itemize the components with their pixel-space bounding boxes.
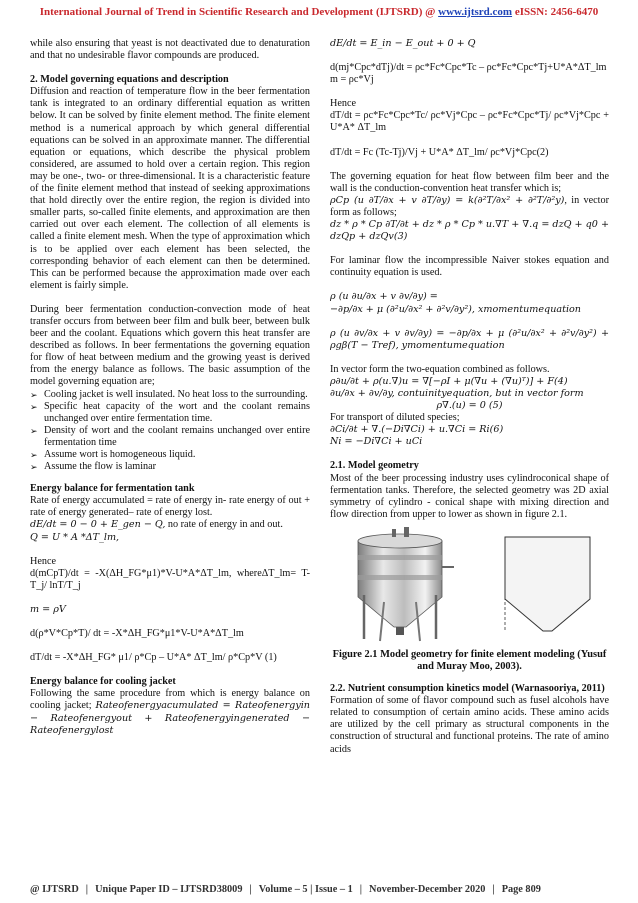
energy-equation-1: [30, 519, 310, 531]
equation-mass: m = ρV: [30, 603, 66, 615]
equation-jacket-dtdt: dT/dt = ρc*Fc*Cpc*Tc/ ρc*Vj*Cpc – ρc*Fc*Cpc*Tj/ ρc*Vj*Cpc + U*A* ΔT_lm: [330, 110, 609, 134]
assumption-item: ➢ Cooling jacket is well insulated. No heat loss to the surrounding.: [30, 389, 310, 401]
section-2-1-paragraph: Most of the beer processing industry uses cylindroconical shape of fermentation tanks. Therefore, the selected geometry was 2D axial symmetry of cylindro - conical shape with mixing direction and flow direction from upper to lower as shown in figure 2.1.: [330, 472, 609, 520]
footer-volume: Volume – 5 | Issue – 1: [258, 884, 353, 895]
laminar-flow-paragraph: For laminar flow the incompressible Naiver stokes equation and continuity equation is used.: [330, 255, 609, 279]
heat-equation-body: ρCp (u ∂T/∂x + v ∂T/∂y) = k(∂²T/∂x² + ∂²T/∂²y): [330, 194, 565, 206]
equation-dmcpt: d(mCpT)/dt = -X(ΔH_FG*μ1)*V-U*A*ΔT_lm, whereΔT_lm= T-T_j/ lnT/T_j: [30, 567, 310, 591]
assumption-list: [30, 389, 310, 474]
left-column: [30, 38, 310, 737]
navier-stokes-y: ρ (u ∂v/∂x + v ∂v/∂y) = −∂p/∂x + μ (∂²u/∂x² + ∂²v/∂y²) + ρgβ(T − Tref), ymomentumequation: [330, 327, 609, 351]
assumption-item: ➢ Specific heat capacity of the wort and the coolant remains unchanged over entire fermentation time.: [30, 401, 310, 425]
page-footer: @ IJTSRD | Unique Paper ID – IJTSRD38009 | Volume – 5 | Issue – 1 | November-December 2020 | Page 809: [30, 884, 541, 895]
vector-form-paragraph: In vector form the two-equation combined as follows.: [330, 363, 550, 375]
section-2-2-heading: 2.2. Nutrient consumption kinetics model (Warnasooriya, 2011): [330, 683, 605, 695]
footer-page-number: Page 809: [501, 884, 541, 895]
assumption-item: ➢ Assume wort is homogeneous liquid.: [30, 449, 310, 461]
figure-caption: Figure 2.1 Model geometry for finite element modeling (Yusuf and Muray Moo, 2003).: [332, 648, 607, 672]
energy-equation-1-lhs: dE/dt: [30, 519, 57, 531]
energy-balance-tank-heading: Energy balance for fermentation tank: [30, 483, 195, 495]
equation-5: ρ∇.(u) = 0 (5): [436, 400, 503, 412]
energy-equation-1-rhs: = 0 − 0 + E_gen − Q,: [56, 519, 166, 531]
assumption-item: ➢ Assume the flow is laminar: [30, 461, 310, 473]
energy-balance-jacket-heading: Energy balance for cooling jacket: [30, 676, 176, 688]
equation-drhovcpt: d(ρ*V*Cp*T)/ dt = -X*ΔH_FG*μ1*V-U*A*ΔT_lm: [30, 628, 244, 640]
intro-paragraph: while also ensuring that yeast is not deactivated due to denaturation and that no undesirable flavor compounds are produced.: [30, 38, 310, 62]
header-text: International Journal of Trend in Scientific Research and Development (IJTSRD) @: [39, 6, 439, 18]
energy-equation-2: Q = U * A *ΔT_lm,: [30, 531, 120, 543]
journal-website-link[interactable]: www.ijtsrd.com: [438, 6, 513, 18]
equation-jacket-energy: dE/dt = E_in − E_out + 0 + Q: [330, 38, 476, 49]
cooling-jacket-equation: Rateofenergyacumulated = Rateofenergyin − Rateofenergyout + Rateofenergyingenerated − Rateofenergylost: [30, 700, 310, 736]
equation-3: dz * ρ * Cp ∂T/∂t + dz * ρ * Cp * u.∇T + ∇.q = dzQ + q0 + dzQp + dzQv(3): [330, 219, 609, 243]
section-2-1-heading: 2.1. Model geometry: [330, 460, 419, 472]
section-2-2-paragraph: Formation of some of flavor compound such as fusel alcohols have related to consumption of certain amino acids. These amino acids are utilized by the cell primary as structural components in the construction of structural and functional proteins. The rate of amino acids: [330, 695, 609, 755]
equation-jacket-mass: m = ρc*Vj: [330, 74, 374, 86]
footer-journal: @ IJTSRD: [30, 884, 79, 895]
figure-fermentation-tank: [330, 527, 609, 645]
equation-2: dT/dt = Fc (Tc-Tj)/Vj + U*A* ΔT_lm/ ρc*Vj*Cpc(2): [330, 146, 549, 158]
navier-stokes-x-rhs: −∂p/∂x + μ (∂²u/∂x² + ∂²v/∂y²), xmomentumequation: [330, 303, 581, 315]
hence-label-2: Hence: [330, 98, 357, 110]
continuity-equation: ∂u/∂x + ∂v/∂y, contuinityequation, but in vector form: [330, 387, 584, 399]
footer-paper-id: Unique Paper ID – IJTSRD38009: [95, 884, 243, 895]
equation-1: dT/dt = -X*ΔH_FG* μ1/ ρ*Cp – U*A* ΔT_lm/ ρ*Cp*V (1): [30, 652, 277, 664]
equation-6: ∂Ci/∂t + ∇.(−Di∇Ci) + u.∇Ci = Ri(6): [330, 424, 504, 436]
assumption-item: ➢ Density of wort and the coolant remains unchanged over entire fermentation time: [30, 425, 310, 449]
energy-balance-description: Rate of energy accumulated = rate of energy in- rate energy of out + rate of energy generated– rate of energy lost.: [30, 495, 310, 519]
journal-header: [0, 6, 638, 18]
hence-label-1: Hence: [30, 555, 57, 567]
heat-equation: [330, 195, 609, 219]
fermentation-tank-illustration: [330, 527, 609, 645]
heat-equation-note: , in vector form as follows;: [330, 194, 609, 218]
footer-date: November-December 2020: [369, 884, 486, 895]
diluted-species-paragraph: For transport of diluted species;: [330, 412, 460, 424]
section-2-paragraph-1: Diffusion and reaction of temperature flow in the beer fermentation tank is integrated to an ordinary differential equation as written below. It can be solved by finite element method. The finite element method is a numerical approach by which general differential equations can be solved in an approximate manner. The differential equation or equations, which describe the physical problem considered, are assumed to hold over a certain region. This region may be one-, two- or three-dimensional. It is a characteristic feature of the finite element method that instead of seeking approximations that hold directly over the entire region, the region is divided into smaller parts, so-called finite elements, and approximation are then carried out over each element. The collection of all elements is called a finite element mesh. When the type of approximation which is to be applied over each element has been selected, the corresponding behavior of each element can then be determined. This can be performed because the approximation made over each element is fairly simple.: [30, 86, 310, 291]
navier-stokes-x-lhs: ρ (u ∂u/∂x + v ∂v/∂y) =: [330, 291, 438, 303]
header-issn: eISSN: 2456-6470: [512, 6, 599, 18]
section-2-paragraph-2: During beer fermentation conduction-convection mode of heat transfer occurs from between beer film and bulk beer, between bulk beer and the coolant. Equations which govern this heat transfer are described as follows. In beer fermentations the governing equation for flow of heat between medium and the growing yeast is derived from the energy balance as follows. The basic assumption of the model governing equation are;: [30, 303, 310, 388]
cooling-jacket-paragraph: [30, 688, 310, 736]
section-2-heading: 2. Model governing equations and description: [30, 74, 229, 86]
cooling-jacket-text: Following the same procedure from which is energy balance on cooling jacket;: [30, 688, 310, 712]
equation-4: ρ∂u/∂t + ρ(u.∇)u = ∇[−ρI + μ(∇u + (∇u)ᵀ)] + F(4): [330, 375, 568, 387]
right-column: [330, 38, 609, 756]
energy-equation-1-note: no rate of energy in and out.: [165, 519, 283, 531]
equation-jacket-d: d(mj*Cpc*dTj)/dt = ρc*Fc*Cpc*Tc – ρc*Fc*Cpc*Tj+U*A*ΔT_lm: [330, 62, 607, 74]
flux-equation: Ni = −Di∇Ci + uCi: [330, 436, 423, 448]
film-beer-paragraph: The governing equation for heat flow between film beer and the wall is the conduction-convention heat transfer which is;: [330, 170, 609, 194]
